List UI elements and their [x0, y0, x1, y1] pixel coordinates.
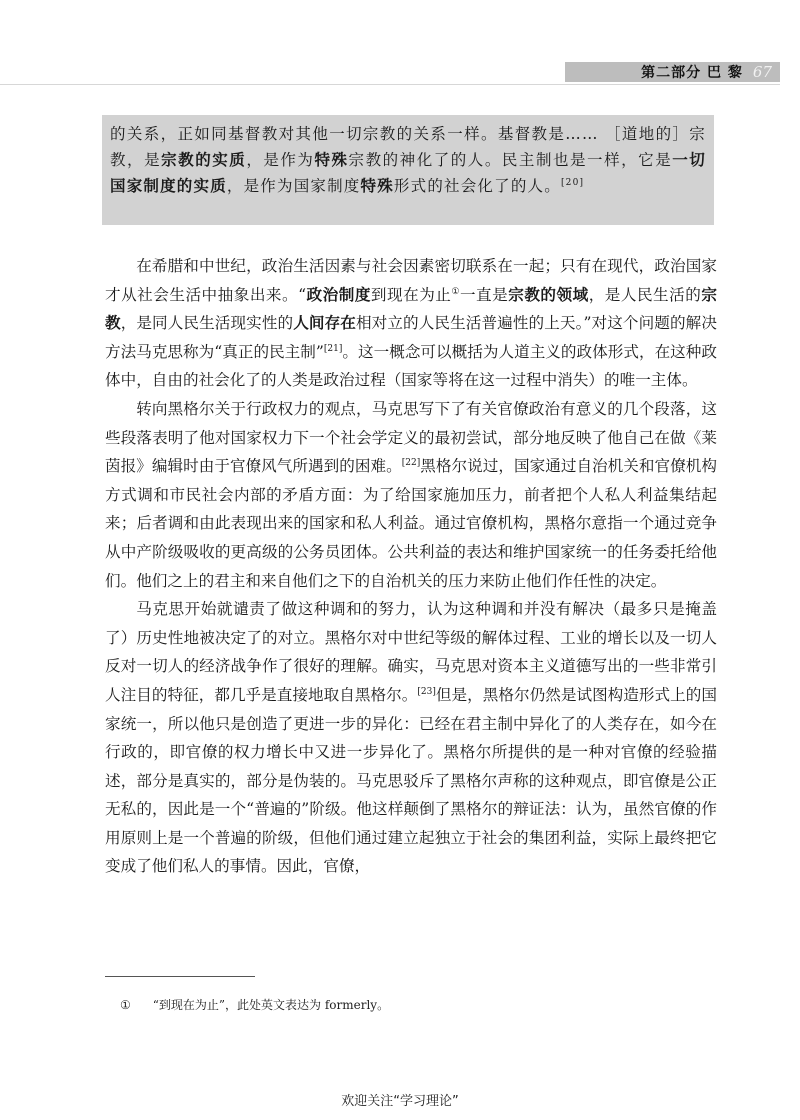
block-quote [102, 115, 714, 225]
quote-bold: 特殊 [314, 151, 349, 169]
text-segment: 到现在为止 [370, 285, 452, 304]
bold-term: 宗教的领域 [508, 285, 589, 304]
quote-bold: 宗教的实质 [161, 151, 247, 169]
bold-term: 宗教 [105, 285, 717, 333]
footnote-text: “到现在为止”，此处英文表达为 formerly。 [152, 998, 390, 1012]
text-segment: 马克思开始就谴责了做这种调和的努力，认为这种调和并没有解决（最多只是掩盖了）历史性地被决定了的对立。黑格尔对中世纪等级的解体过程、工业的增长以及一切人反对一切人的经济战争作了很好的理解。确实，马克思对资本主义道德写出的一些非常引人注目的特征，都几乎是直接地取自黑格尔。 [105, 600, 717, 704]
quote-segment: 宗教的神化了的人。民主制也是一样，它是 [348, 151, 673, 169]
text-segment: 。这一概念可以概括为人道主义的政体形式，在这种政体中，自由的社会化了的人类是政治过程（国家等将在这一过程中消失）的唯一主体。 [105, 342, 717, 390]
running-header [565, 62, 780, 82]
citation-ref: [21] [323, 343, 343, 354]
quote-segment: 形式的社会化了的人。 [393, 177, 561, 195]
footnote [120, 996, 700, 1013]
body-text [105, 252, 717, 881]
quote-bold: 一切国家制度的实质 [110, 151, 706, 195]
header-rule [0, 84, 780, 85]
citation-ref: [20] [560, 177, 585, 188]
citation-ref: [23] [417, 686, 436, 697]
page-number: 67 [752, 63, 772, 81]
citation-ref: [22] [401, 457, 421, 468]
footnote-rule [105, 976, 255, 977]
text-segment: 黑格尔说过，国家通过自治机关和官僚机构方式调和市民社会内部的矛盾方面：为了给国家施加压力，前者把个人私人利益集结起来；后者调和由此表现出来的国家和私人利益。通过官僚机构，黑格尔意指一个通过竞争从中产阶级吸收的更高级的公务员团体。公共利益的表达和维护国家统一的任务委托给他们。他们之上的君主和来自他们之下的自治机关的压力来防止他们作任性的决定。 [105, 457, 717, 590]
page-footer: 欢迎关注“学习理论” [341, 1094, 459, 1109]
bold-term: 人间存在 [293, 314, 356, 333]
paragraph-2 [105, 395, 717, 595]
quote-segment: ，是作为 [246, 151, 315, 169]
paragraph-1 [105, 252, 717, 395]
text-segment: 在希腊和中世纪，政治生活因素与社会因素密切联系在一起；只有在现代，政治国家才从社会生活中抽象出来。“ [105, 257, 717, 304]
quote-text [110, 121, 706, 199]
text-segment: 但是，黑格尔仍然是试图构造形式上的国家统一，所以他只是创造了更进一步的异化：已经在君主制中异化了的人类存在，如今在行政的，即官僚的权力增长中又进一步异化了。黑格尔所提供的是一种对官僚的经验描述，部分是真实的，部分是伪装的。马克思驳斥了黑格尔声称的这种观点，即官僚是公正无私的，因此是一个“普遍的”阶级。他这样颠倒了黑格尔的辩证法：认为，虽然官僚的作用原则上是一个普遍的阶级，但他们通过建立起独立于社会的集团利益，实际上最终把它变成了他们私人的事情。因此，官僚， [105, 685, 717, 876]
bold-term: 政治制度 [306, 285, 371, 304]
header-section-title: 第二部分 巴 黎 [641, 65, 743, 81]
text-segment: ，是同人民生活现实性的 [120, 314, 294, 333]
footnote-mark: ① [120, 998, 131, 1012]
quote-segment: 的关系，正如同基督教对其他一切宗教的关系一样。基督教是…… ［道地的］宗教，是 [110, 125, 706, 169]
text-segment: ，是人民生活的 [588, 285, 702, 304]
quote-bold: 特殊 [360, 177, 394, 195]
text-segment: 转向黑格尔关于行政权力的观点，马克思写下了有关官僚政治有意义的几个段落，这些段落表明了他对国家权力下一个社会学定义的最初尝试，部分地反映了他自己在做《莱茵报》编辑时由于官僚风气所遇到的困难。 [105, 399, 717, 476]
paragraph-3 [105, 595, 717, 881]
footnote-marker: ① [451, 286, 460, 297]
text-segment: 相对立的人民生活普遍性的上天。”对这个问题的解决方法马克思称为“真正的民主制” [105, 314, 717, 361]
text-segment: 一直是 [459, 285, 509, 304]
quote-segment: ，是作为国家制度 [226, 177, 361, 195]
